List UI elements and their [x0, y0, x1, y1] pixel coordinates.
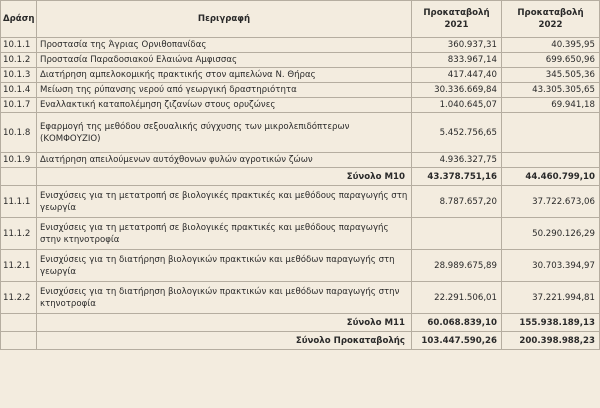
row-value-2022: 43.305.305,65 — [502, 83, 600, 98]
subtotal-label: Σύνολο Μ10 — [37, 168, 412, 186]
row-value-2021 — [412, 218, 502, 250]
row-value-2021: 8.787.657,20 — [412, 186, 502, 218]
grand-total-value-2022: 200.398.988,23 — [502, 332, 600, 350]
row-value-2022: 345.505,36 — [502, 68, 600, 83]
row-value-2021: 4.936.327,75 — [412, 153, 502, 168]
header-advance-2021: Προκαταβολή 2021 — [412, 1, 502, 38]
header-code: Δράση — [1, 1, 37, 38]
table-row — [1, 83, 600, 98]
row-value-2022: 699.650,96 — [502, 53, 600, 68]
row-code: 10.1.8 — [1, 113, 37, 153]
row-code: 10.1.3 — [1, 68, 37, 83]
grand-total-row — [1, 332, 600, 350]
row-description: Προστασία Παραδοσιακού Ελαιώνα Αμφισσας — [37, 53, 412, 68]
table-row — [1, 53, 600, 68]
row-value-2022: 37.722.673,06 — [502, 186, 600, 218]
row-description: Εναλλακτική καταπολέμηση ζιζανίων στους ορυζώνες — [37, 98, 412, 113]
table-row — [1, 250, 600, 282]
grand-total-label: Σύνολο Προκαταβολής — [37, 332, 412, 350]
row-value-2022 — [502, 153, 600, 168]
row-value-2021: 5.452.756,65 — [412, 113, 502, 153]
grand-total-value-2021: 103.447.590,26 — [412, 332, 502, 350]
row-description: Προστασία της Άγριας Ορνιθοπανίδας — [37, 38, 412, 53]
table-row — [1, 218, 600, 250]
subtotal-value-2022: 155.938.189,13 — [502, 314, 600, 332]
table-row — [1, 113, 600, 153]
row-value-2021: 833.967,14 — [412, 53, 502, 68]
table-row — [1, 186, 600, 218]
row-value-2021: 1.040.645,07 — [412, 98, 502, 113]
row-value-2021: 30.336.669,84 — [412, 83, 502, 98]
row-code: 11.1.1 — [1, 186, 37, 218]
header-row — [1, 1, 600, 38]
row-code: 11.2.2 — [1, 282, 37, 314]
table-row — [1, 68, 600, 83]
header-advance-2022: Προκαταβολή 2022 — [502, 1, 600, 38]
row-description: Διατήρηση αμπελοκομικής πρακτικής στον αμπελώνα Ν. Θήρας — [37, 68, 412, 83]
row-code: 10.1.7 — [1, 98, 37, 113]
row-code: 10.1.4 — [1, 83, 37, 98]
row-value-2021: 417.447,40 — [412, 68, 502, 83]
row-value-2022: 69.941,18 — [502, 98, 600, 113]
row-code: 11.2.1 — [1, 250, 37, 282]
row-value-2022 — [502, 113, 600, 153]
header-description: Περιγραφή — [37, 1, 412, 38]
row-value-2021: 28.989.675,89 — [412, 250, 502, 282]
subtotal-value-2021: 60.068.839,10 — [412, 314, 502, 332]
table-body — [1, 38, 600, 350]
row-value-2021: 22.291.506,01 — [412, 282, 502, 314]
row-value-2022: 40.395,95 — [502, 38, 600, 53]
subtotal-row-m10 — [1, 168, 600, 186]
row-code: 10.1.9 — [1, 153, 37, 168]
subtotal-value-2021: 43.378.751,16 — [412, 168, 502, 186]
subtotal-row-m11 — [1, 314, 600, 332]
row-value-2022: 50.290.126,29 — [502, 218, 600, 250]
row-description: Ενισχύσεις για τη διατήρηση βιολογικών πρακτικών και μεθόδων παραγωγής στην κτηνοτροφία — [37, 282, 412, 314]
row-code: 11.1.2 — [1, 218, 37, 250]
row-description: Μείωση της ρύπανσης νερού από γεωργική δραστηριότητα — [37, 83, 412, 98]
row-code: 10.1.1 — [1, 38, 37, 53]
subtotal-label: Σύνολο Μ11 — [37, 314, 412, 332]
table-row — [1, 98, 600, 113]
table-row — [1, 282, 600, 314]
row-description: Εφαρμογή της μεθόδου σεξουαλικής σύγχυσης των μικρολεπιδόπτερων (ΚΟΜΦΟΥΖΙΟ) — [37, 113, 412, 153]
row-description: Ενισχύσεις για τη μετατροπή σε βιολογικές πρακτικές και μεθόδους παραγωγής στη γεωργία — [37, 186, 412, 218]
row-value-2021: 360.937,31 — [412, 38, 502, 53]
row-code: 10.1.2 — [1, 53, 37, 68]
row-description: Ενισχύσεις για τη μετατροπή σε βιολογικές πρακτικές και μεθόδους παραγωγής στην κτηνοτροφία — [37, 218, 412, 250]
table-row — [1, 38, 600, 53]
row-value-2022: 37.221.994,81 — [502, 282, 600, 314]
subtotal-value-2022: 44.460.799,10 — [502, 168, 600, 186]
row-value-2022: 30.703.394,97 — [502, 250, 600, 282]
row-description: Διατήρηση απειλούμενων αυτόχθονων φυλών αγροτικών ζώων — [37, 153, 412, 168]
table-row — [1, 153, 600, 168]
row-description: Ενισχύσεις για τη διατήρηση βιολογικών πρακτικών και μεθόδων παραγωγής στη γεωργία — [37, 250, 412, 282]
